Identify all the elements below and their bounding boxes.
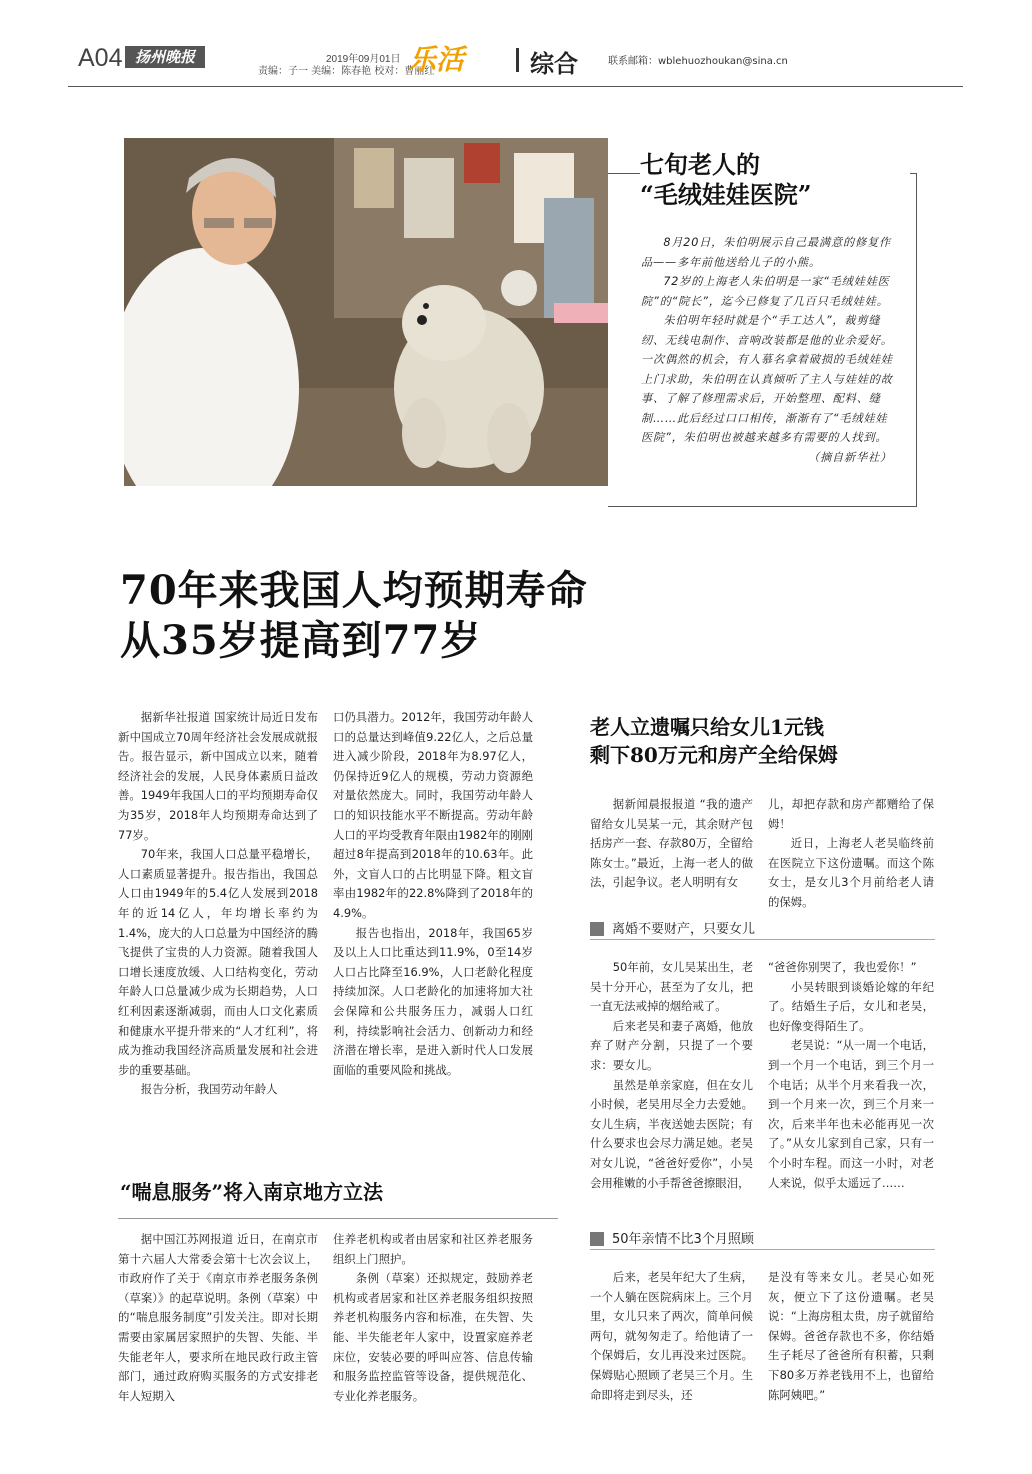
- body-paragraph: 口仍具潜力。2012年，我国劳动年龄人口的总量达到峰值9.22亿人，之后总量进入减少阶段，2018年为8.97亿人，仍保持近9亿人的规模，劳动力资源绝对量依然庞大。同时，我国劳动年龄人口的知识技能水平不断提高。劳动年龄人口的平均受教育年限由1982年的刚刚超过8年提高到2018年的10.63年。此外，文盲人口的占比明显下降。粗文盲率由1982年的22.8%降到了2018年的4.9%。: [333, 710, 533, 920]
- body-paragraph: 后来老吴和妻子离婚，他放弃了财产分割，只提了一个要求：要女儿。: [590, 1018, 753, 1072]
- body-paragraph: 后来，老吴年纪大了生病，一个人躺在医院病床上。三个月里，女儿只来了两次，简单问候两句，就匆匆走了。给他请了一个保姆后，女儿再没来过医院。保姆贴心照顾了老吴三个月。生命即将走到尽头，还: [590, 1270, 753, 1402]
- feature-source: （摘自新华社）: [808, 450, 892, 464]
- section-divider: [516, 48, 519, 72]
- brand-logo-text: 乐活: [408, 43, 465, 76]
- subhead-text: 50年亲情不比3个月照顾: [612, 1232, 754, 1247]
- story3-column-2: [333, 1230, 533, 1406]
- story2-section2-right: [768, 1268, 934, 1405]
- feature-photo: [124, 138, 608, 486]
- feature-title: [640, 150, 910, 210]
- editor-credits: 责编：子一 美编：陈春艳 校对：曹丽红: [258, 66, 435, 77]
- main-headline-line1: 70年来我国人均预期寿命: [120, 567, 588, 614]
- body-paragraph: 70年来，我国人口总量平稳增长，人口素质显著提升。报告指出，我国总人口由1949年的5.4亿人发展到2018年的近14亿人，年均增长率约为1.4%，庞大的人口总量为中国经济的腾飞提供了宝贵的人力资源。随着我国人口增长速度放缓、人口结构变化，劳动年龄人口总量减少成为长期趋势，人口红利因素逐渐减弱，而由人口文化素质和健康水平提升带来的“人才红利”，将成为推动我国经济高质量发展和社会进步的重要基础。: [118, 847, 318, 1077]
- body-paragraph: 虽然是单亲家庭，但在女儿小时候，老吴用尽全力去爱她。女儿生病，半夜送她去医院；有什么要求也会尽力满足她。老吴对女儿说，“爸爸好爱你”，小吴会用稚嫩的小手帮爸爸擦眼泪，: [590, 1077, 753, 1190]
- story3-column-1: [118, 1230, 318, 1406]
- body-paragraph: 老吴说：“从一周一个电话，到一个月一个电话，到三个月一个电话；从半个月来看我一次，到一个月来一次，到三个月来一次，后来半年也未必能再见一次了。”从女儿家到自己家，只有一个小时车程。而这一小时，对老人来说，似乎太遥远了……: [768, 1038, 934, 1190]
- story3-rule: [118, 1218, 558, 1219]
- story2-intro-right: [768, 795, 934, 913]
- story2-subhead-1: [590, 918, 935, 942]
- story2-subhead-2: [590, 1228, 935, 1252]
- story2-intro-left: [590, 795, 753, 893]
- page-number: A04: [78, 44, 123, 72]
- issue-date: 2019年09月01日: [326, 54, 401, 65]
- subhead-rule: [590, 939, 935, 940]
- feature-paragraph: 朱伯明年轻时就是个“手工达人”，裁剪缝纫、无线电制作、音响改装都是他的业余爱好。一次偶然的机会，有人慕名拿着破损的毛绒娃娃上门求助，朱伯明在认真倾听了主人与娃娃的故事、了解了修理需求后，开始整理、配料、缝制……此后经过口口相传，渐渐有了“毛绒娃娃医院”，朱伯明也被越来越多有需要的人找到。: [641, 314, 893, 444]
- story2-section1-right: [768, 958, 934, 1193]
- story1-column-1: [118, 708, 318, 1100]
- feature-title-line1: 七旬老人的: [640, 150, 760, 179]
- brand-logo: [408, 40, 508, 80]
- body-paragraph: 小吴转眼到谈婚论嫁的年纪了。结婚生子后，女儿和老吴，也好像变得陌生了。: [768, 979, 934, 1033]
- contact-email: 联系邮箱：wblehuozhoukan@sina.cn: [608, 56, 788, 67]
- subhead-text: 离婚不要财产，只要女儿: [612, 922, 756, 937]
- story1-column-2: [333, 708, 533, 1080]
- body-paragraph: 条例（草案）还拟规定，鼓励养老机构或者居家和社区养老服务组织按照养老机构服务内容和标准，在失智、失能、半失能老年人家中，设置家庭养老床位，安装必要的呼叫应答、信息传输和服务监控监管等设备，提供规范化、专业化养老服务。: [333, 1271, 533, 1403]
- body-paragraph: 是没有等来女儿。老吴心如死灰，便立下了这份遗嘱。老吴说：“上海房租太贵，房子就留给保姆。爸爸存款也不多，你结婚生子耗尽了爸爸所有积蓄，只剩下80多万养老钱用不上，也留给陈阿姨吧。”: [768, 1270, 934, 1402]
- body-paragraph: 据新华社报道 国家统计局近日发布新中国成立70周年经济社会发展成就报告。报告显示，新中国成立以来，随着经济社会的发展，人民身体素质日益改善。1949年我国人口的平均预期寿命仅为35岁，2018年人均预期寿命达到了77岁。: [118, 710, 318, 842]
- body-paragraph: “爸爸你别哭了，我也爱你！”: [768, 960, 917, 974]
- feature-paragraph: 72岁的上海老人朱伯明是一家“毛绒娃娃医院”的“院长”，迄今已修复了几百只毛绒娃娃。: [641, 275, 890, 308]
- body-paragraph: 近日，上海老人老吴临终前在医院立下这份遗嘱。而这个陈女士，是女儿3个月前给老人请的保姆。: [768, 836, 934, 909]
- story3-headline: “喘息服务”将入南京地方立法: [120, 1180, 384, 1204]
- story2-headline-line2: 剩下80万元和房产全给保姆: [590, 743, 838, 767]
- story2-headline-line1: 老人立遗嘱只给女儿1元钱: [590, 715, 824, 739]
- body-paragraph: 住养老机构或者由居家和社区养老服务组织上门照护。: [333, 1232, 533, 1266]
- main-headline: [120, 566, 588, 666]
- body-paragraph: 据新闻晨报报道 “我的遗产留给女儿吴某一元，其余财产包括房产一套、存款80万，全留给陈女士。”最近，上海一老人的做法，引起争议。老人明明有女: [590, 797, 753, 890]
- story2-headline: [590, 713, 838, 769]
- story2-section2-left: [590, 1268, 753, 1405]
- story2-section1-left: [590, 958, 753, 1193]
- masthead-logo: 扬州晚报: [125, 46, 205, 68]
- section-name: 综合: [530, 50, 578, 78]
- body-paragraph: 50年前，女儿吴某出生，老吴十分开心，甚至为了女儿，把一直无法戒掉的烟给戒了。: [590, 960, 753, 1014]
- feature-caption-text: [641, 233, 896, 467]
- main-headline-line2: 从35岁提高到77岁: [120, 617, 482, 664]
- feature-title-line2: “毛绒娃娃医院”: [640, 180, 812, 209]
- feature-paragraph: 8月20日，朱伯明展示自己最满意的修复作品——多年前他送给儿子的小熊。: [641, 236, 891, 269]
- body-paragraph: 据中国江苏网报道 近日，在南京市第十六届人大常委会第十七次会议上，市政府作了关于《南京市养老服务条例（草案）》的起草说明。条例（草案）中的“喘息服务制度”引发关注。即对长期需要由家属居家照护的失智、失能、半失能老年人，要求所在地民政行政主管部门，通过政府购买服务的方式安排老年人短期入: [118, 1232, 318, 1403]
- body-paragraph: 儿，却把存款和房产都赠给了保姆！: [768, 797, 934, 831]
- subhead-marker-icon: [590, 1232, 604, 1246]
- subhead-rule: [590, 1249, 935, 1250]
- body-paragraph: 报告分析，我国劳动年龄人: [140, 1082, 278, 1097]
- subhead-marker-icon: [590, 922, 604, 936]
- body-paragraph: 报告也指出，2018年，我国65岁及以上人口比重达到11.9%，0至14岁人口占比降至16.9%，人口老龄化程度持续加深。人口老龄化的加速将加大社会保障和公共服务压力，减弱人口红利，持续影响社会活力、创新动力和经济潜在增长率，是进入新时代人口发展面临的重要风险和挑战。: [333, 925, 533, 1077]
- header-rule: [68, 86, 963, 87]
